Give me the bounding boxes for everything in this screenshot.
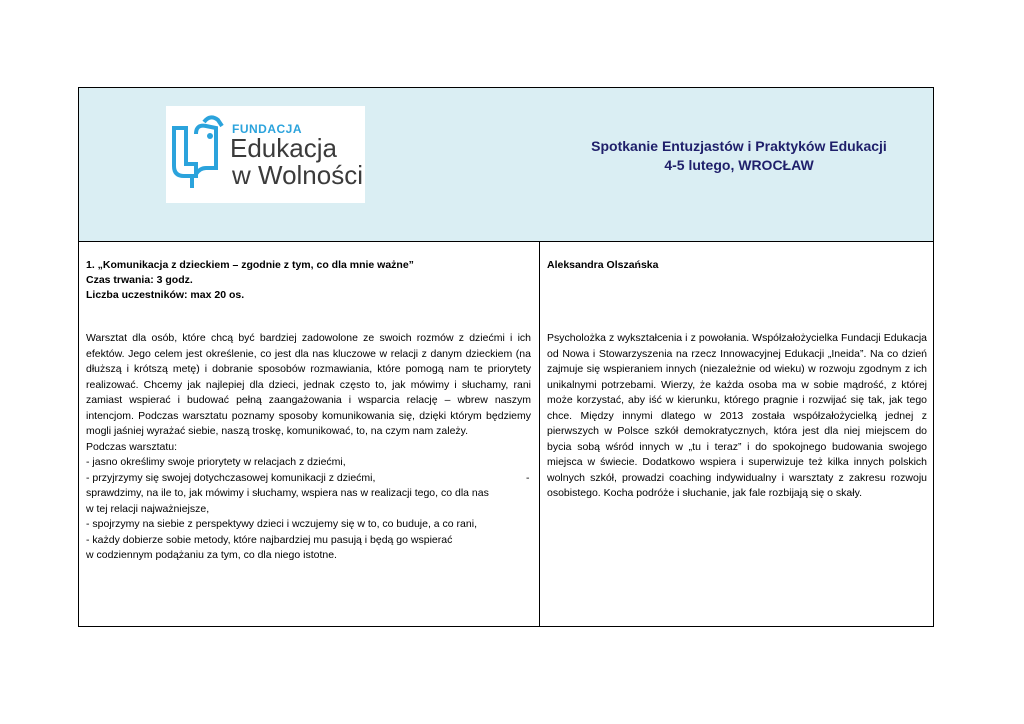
bullet-4: - każdy dobierze sobie metody, które najbardziej mu pasują i będą go wspierać [86, 533, 453, 546]
bullet-3: - spojrzymy na siebie z perspektywy dzieci i wczujemy się w to, co buduje, a co rani, [86, 518, 477, 530]
workshop-body [86, 331, 531, 564]
workshop-header [86, 258, 414, 303]
trainer-column [540, 242, 933, 627]
logo-small-text: FUNDACJA [232, 122, 302, 136]
workshop-description: Warsztat dla osób, które chcą być bardziej zadowolone ze swoich rozmów z dziećmi i ich efektów. Jego celem jest określenie, co jest dla nas kluczowe w relacji z danym dzieckiem (na dłuższą i krótszą metę) i dobranie sposobów rozmawiania, które pomogą nam te priorytety realizować. Chcemy jak najlepiej dla dzieci, jednak często to, jak mówimy i słuchamy, rani zamiast wspierać i budować pełną zaangażowania i wsparcia relację – wbrew naszym intencjom. Podczas warsztatu poznamy sposoby komunikowania się, dzięki którym będziemy mogli jaśniej wyrażać siebie, naszą troskę, komunikować, to, na czym nam zależy. [86, 332, 531, 437]
event-info [569, 137, 909, 175]
program-table [78, 87, 934, 627]
bullet-2-cont: sprawdzimy, na ile to, jak mówimy i słuchamy, wspiera nas w realizacji tego, co dla nas [86, 487, 489, 499]
logo-line-2: w Wolności [232, 160, 364, 190]
workshop-participants: Liczba uczestników: max 20 os. [86, 289, 245, 301]
bullet-2 [86, 471, 531, 487]
bullet-2-text: - przyjrzymy się swojej dotychczasowej komunikacji z dziećmi, [86, 471, 376, 484]
workshop-duration: Czas trwania: 3 godz. [86, 274, 193, 286]
trainer-name: Aleksandra Olszańska [547, 259, 659, 271]
table-header [79, 88, 933, 242]
bullet-4-cont: w codziennym podążaniu za tym, co dla niego istotne. [86, 549, 337, 561]
workshop-title: 1. „Komunikacja z dzieckiem – zgodnie z tym, co dla mnie ważne” [86, 259, 414, 271]
bullet-1: - jasno określimy swoje priorytety w relacjach z dziećmi, [86, 456, 346, 468]
logo-line-1: Edukacja [230, 133, 337, 163]
bullet-2-end: w tej relacji najważniejsze, [86, 502, 210, 515]
during-label: Podczas warsztatu: [86, 440, 178, 453]
event-date: 4-5 lutego, WROCŁAW [664, 157, 814, 173]
trainer-bio: Psycholożka z wykształcenia i z powołania. Współzałożycielka Fundacji Edukacja od Nowa i Stowarzyszenia na rzecz Innowacyjnej Edukacji „Ineida”. Na co dzień zajmuje się wspieraniem innych (niezależnie od wieku) w rozwoju zgodnym z ich unikalnymi potrzebami. Wierzy, że każda osoba ma w sobie mądrość, z której może korzystać, aby iść w kierunku, którego pragnie i rozwijać się tak, jak tego chce. Między innymi dlatego w 2013 została współzałożycielką jednej z pierwszych w Polsce szkół demokratycznych, która jest dla niej miejscem do bycia sobą wśród innych w „tu i teraz” i do spokojnego budowania swojego miejsca w świecie. Dodatkowo wspiera i superwizuje też kilka innych polskich wolnych szkół, prowadzi coaching indywidualny i warsztaty z zakresu rozwoju osobistego. Kocha podróże i słuchanie, jak fale rozbijają się o skały. [547, 332, 927, 499]
workshop-column [79, 242, 540, 627]
foundation-logo [166, 106, 365, 203]
bullet-2-dash: - [526, 471, 530, 484]
event-title: Spotkanie Entuzjastów i Praktyków Edukacji [591, 138, 887, 154]
